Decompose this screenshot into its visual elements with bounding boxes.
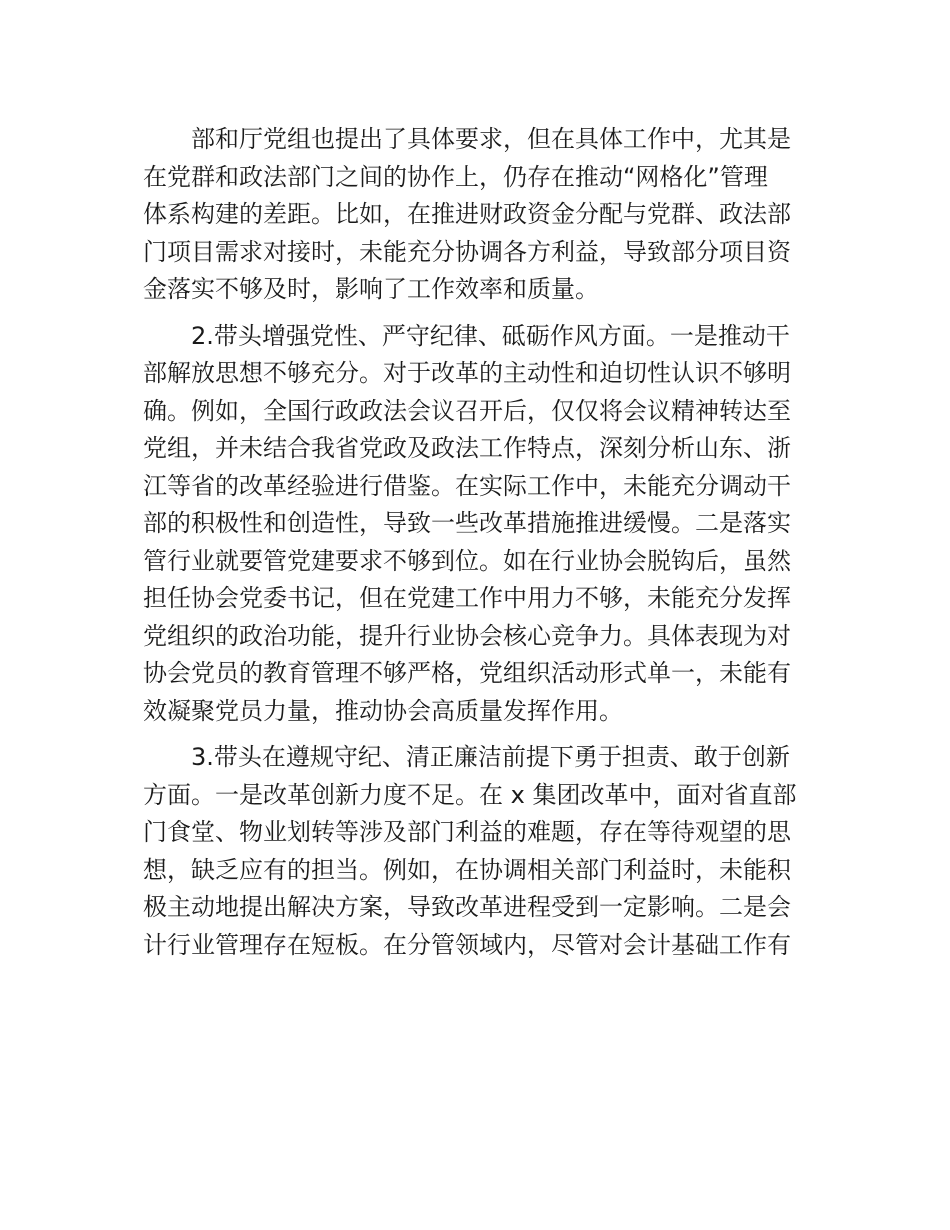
text-line: 门项目需求对接时，未能充分协调各方利益，导致部分项目资 bbox=[143, 237, 791, 266]
text-line: 效凝聚党员力量，推动协会高质量发挥作用。 bbox=[143, 696, 623, 725]
paragraph-2 bbox=[143, 318, 813, 731]
text-line: 3.带头在遵规守纪、清正廉洁前提下勇于担责、敢于创新 bbox=[143, 743, 790, 771]
text-line: 部和厅党组也提出了具体要求，但在具体工作中，尤其是 bbox=[143, 125, 791, 153]
text-line: 体系构建的差距。比如，在推进财政资金分配与党群、政法部 bbox=[143, 200, 791, 228]
text-line: 金落实不够及时，影响了工作效率和质量。 bbox=[143, 275, 599, 303]
text-line: 管行业就要管党建要求不够到位。如在行业协会脱钩后，虽然 bbox=[143, 546, 791, 575]
text-line: 部解放思想不够充分。对于改革的主动性和迫切性认识不够明 bbox=[143, 359, 791, 387]
text-line: 江等省的改革经验进行借鉴。在实际工作中，未能充分调动干 bbox=[143, 471, 791, 500]
text-line: 确。例如，全国行政政法会议召开后，仅仅将会议精神转达至 bbox=[143, 396, 791, 425]
text-line: 协会党员的教育管理不够严格，党组织活动形式单一，未能有 bbox=[143, 659, 791, 687]
paragraph-1 bbox=[143, 121, 813, 309]
text-line: 党组，并未结合我省党政及政法工作特点，深刻分析山东、浙 bbox=[143, 434, 791, 462]
text-line: 方面。一是改革创新力度不足。在 x 集团改革中，面对省直部 bbox=[143, 780, 797, 809]
text-line: 极主动地提出解决方案，导致改革进程受到一定影响。二是会 bbox=[143, 893, 791, 921]
text-line: 想，缺乏应有的担当。例如，在协调相关部门利益时，未能积 bbox=[143, 855, 791, 884]
text-line: 计行业管理存在短板。在分管领域内，尽管对会计基础工作有 bbox=[143, 930, 791, 959]
text-line: 部的积极性和创造性，导致一些改革措施推进缓慢。二是落实 bbox=[143, 509, 791, 537]
text-line: 党组织的政治功能，提升行业协会核心竞争力。具体表现为对 bbox=[143, 621, 791, 650]
text-line: 在党群和政法部门之间的协作上，仍存在推动“网格化”管理 bbox=[143, 162, 768, 191]
paragraph-3 bbox=[143, 739, 813, 964]
document-page bbox=[143, 121, 813, 964]
text-line: 门食堂、物业划转等涉及部门利益的难题，存在等待观望的思 bbox=[143, 818, 791, 846]
text-line: 2.带头增强党性、严守纪律、砥砺作风方面。一是推动干 bbox=[143, 321, 790, 350]
text-line: 担任协会党委书记，但在党建工作中用力不够，未能充分发挥 bbox=[143, 584, 791, 612]
